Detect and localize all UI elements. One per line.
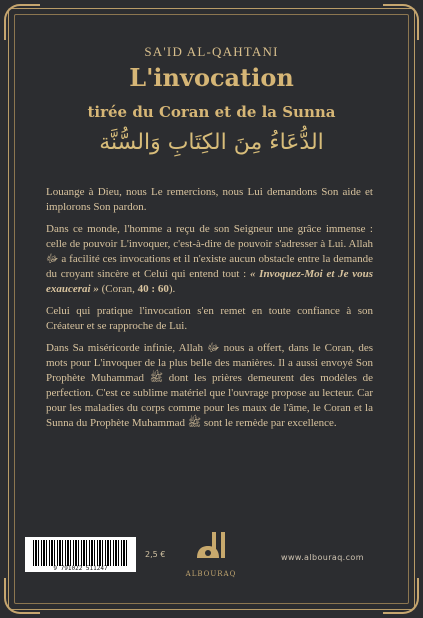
quote: « Invoquez-Moi et Je vous exaucerai » xyxy=(46,268,373,295)
paragraph-1: Louange à Dieu, nous Le remercions, nous Lui demandons Son aide et implorons Son pardon. xyxy=(46,186,373,213)
publisher-name: ALBOURAQ xyxy=(185,570,237,578)
barcode-number: 9 791022 511247 xyxy=(53,565,108,572)
description-text xyxy=(46,185,373,438)
citation-suffix: ). xyxy=(168,283,176,295)
book-subtitle: tirée du Coran et de la Sunna xyxy=(87,103,336,121)
corner-ornament-bottom-right xyxy=(383,578,419,614)
corner-ornament-bottom-left xyxy=(4,578,40,614)
paragraph-4: Dans Sa miséricorde infinie, Allah ﷻ nous a offert, dans le Coran, des mots pour L'invoquer de la plus belle des manières. Il a aussi envoyé Son Prophète Muhammad ﷺ dont les prières demeurent des modèles de perfection. C'est ce sublime matériel que l'ouvrage propose au lecteur. Car pour les maladies du corps comme pour les maux de l'âme, le Coran et la Sunna du Prophète Muhammad ﷺ sont le remède par excellence. xyxy=(46,342,373,429)
author-name: SA'ID AL-QAHTANI xyxy=(144,44,279,59)
paragraph-3: Celui qui pratique l'invocation s'en remet en toute confiance à son Créateur et se rapproche de Lui. xyxy=(46,305,373,332)
barcode-bars xyxy=(33,540,128,566)
corner-ornament-top-right xyxy=(383,4,419,40)
barcode xyxy=(25,537,136,572)
price: 2,5 € xyxy=(145,550,166,559)
book-title: L'invocation xyxy=(129,63,294,92)
citation-reference: 40 : 60 xyxy=(137,283,169,295)
paragraph-2 xyxy=(46,222,373,297)
corner-ornament-top-left xyxy=(4,4,40,40)
paragraph-2-intro: Dans ce monde, l'homme a reçu de son Seigneur une grâce immense : celle de pouvoir L'invoquer, c'est-à-dire de pouvoir s'adresser à Lui. Allah ﷻ a facilité ces invocations et il n'existe aucun obstacle entre la demande du croyant sincère et Celui qui entend tout : xyxy=(46,223,373,280)
website-link[interactable]: www.albouraq.com xyxy=(281,553,364,562)
arabic-title: الدُّعَاءُ مِنَ الكِتَابِ وَالسُّنَّة xyxy=(99,130,324,155)
citation-prefix: (Coran, xyxy=(98,283,138,295)
publisher-logo-icon xyxy=(190,528,234,568)
